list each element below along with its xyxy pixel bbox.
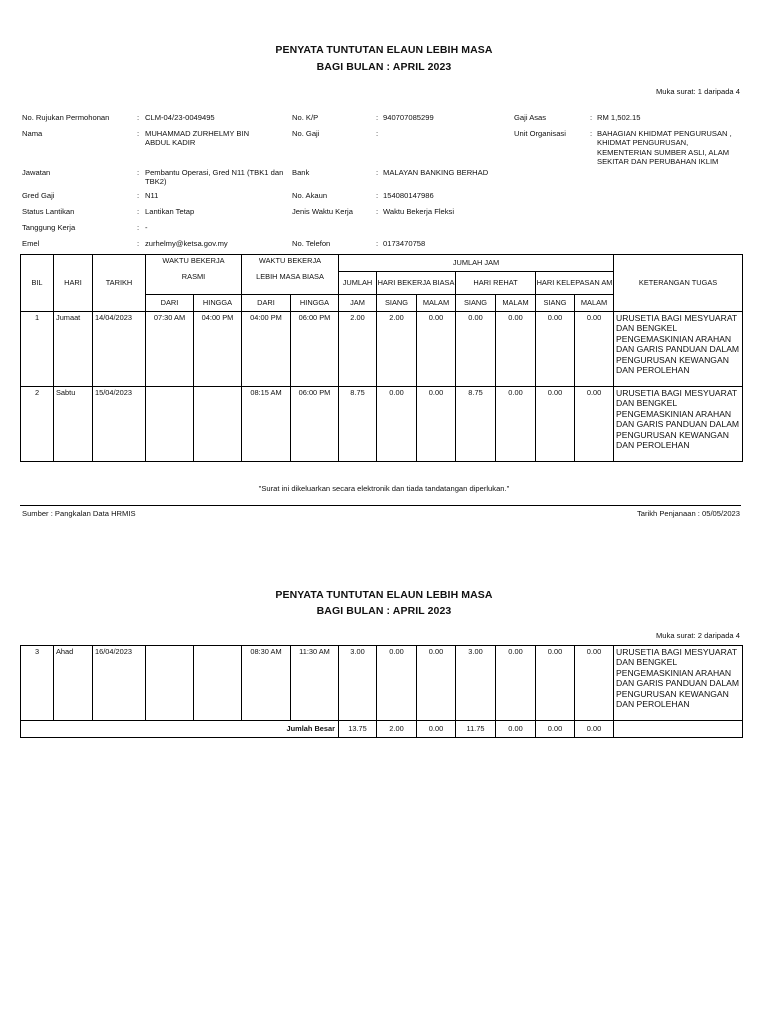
colon: : bbox=[376, 168, 379, 177]
unit-value: BAHAGIAN KHIDMAT PENGURUSAN , KHIDMAT PENGURUSAN, KEMENTERIAN SUMBER ASLI, ALAM SEKITAR DAN PERUBAHAN IKLIM bbox=[597, 129, 732, 167]
kp-label: No. K/P bbox=[292, 113, 319, 122]
colon: : bbox=[376, 239, 379, 248]
cell-hr-siang: 3.00 bbox=[456, 646, 496, 721]
claims-table bbox=[20, 254, 743, 462]
colon: : bbox=[137, 113, 140, 122]
jawatan-value: Pembantu Operasi, Gred N11 (TBK1 dan TBK2) bbox=[145, 168, 284, 187]
telefon-label: No. Telefon bbox=[292, 239, 331, 248]
header-waktu-lebih-line2: LEBIH MASA BIASA bbox=[256, 271, 324, 281]
header-hari-kelepasan: HARI KELEPASAN AM bbox=[536, 272, 614, 295]
cell-rasmi-dari: 07:30 AM bbox=[146, 312, 194, 387]
colon: : bbox=[376, 207, 379, 216]
bank-value: MALAYAN BANKING BERHAD bbox=[383, 168, 489, 177]
cell-bb-siang: 2.00 bbox=[377, 312, 417, 387]
cell-keterangan: URUSETIA BAGI MESYUARAT DAN BENGKEL PENGEMASKINIAN ARAHAN DAN GARIS PANDUAN DALAM PENGURUSAN KEWANGAN DAN PEROLEHAN bbox=[614, 387, 743, 462]
header-jumlah-jam: JUMLAH JAM bbox=[339, 255, 614, 272]
total-label: Jumlah Besar bbox=[21, 721, 339, 738]
cell-rasmi-hingga: 04:00 PM bbox=[194, 312, 242, 387]
cell-hr-malam: 0.00 bbox=[496, 312, 536, 387]
header-malam: MALAM bbox=[496, 295, 536, 312]
header-keterangan: KETERANGAN TUGAS bbox=[614, 255, 743, 312]
colon: : bbox=[376, 113, 379, 122]
cell-bil: 3 bbox=[21, 646, 54, 721]
cell-rasmi-hingga bbox=[194, 646, 242, 721]
header-waktu-rasmi-line1: WAKTU BEKERJA bbox=[162, 256, 225, 265]
total-keterangan bbox=[614, 721, 743, 738]
telefon-value: 0173470758 bbox=[383, 239, 426, 248]
gred-value: N11 bbox=[145, 191, 159, 200]
cell-bb-malam: 0.00 bbox=[417, 646, 456, 721]
total-hk-malam: 0.00 bbox=[575, 721, 614, 738]
cell-hk-siang: 0.00 bbox=[536, 312, 575, 387]
colon: : bbox=[376, 191, 379, 200]
colon: : bbox=[137, 191, 140, 200]
bank-label: Bank bbox=[292, 168, 310, 177]
header-waktu-lebih bbox=[242, 255, 339, 295]
total-hr-malam: 0.00 bbox=[496, 721, 536, 738]
cell-bb-siang: 0.00 bbox=[377, 646, 417, 721]
cell-hk-siang: 0.00 bbox=[536, 646, 575, 721]
header-siang: SIANG bbox=[456, 295, 496, 312]
cell-lebih-hingga: 06:00 PM bbox=[291, 312, 339, 387]
header-waktu-lebih-line1: WAKTU BEKERJA bbox=[258, 256, 322, 265]
page-title: PENYATA TUNTUTAN ELAUN LEBIH MASA bbox=[275, 44, 493, 56]
gred-label: Gred Gaji bbox=[22, 191, 55, 200]
cell-bil: 1 bbox=[21, 312, 54, 387]
cell-jumlah: 8.75 bbox=[339, 387, 377, 462]
cell-tarikh: 14/04/2023 bbox=[93, 312, 146, 387]
jenis-value: Waktu Bekerja Fleksi bbox=[383, 207, 455, 216]
cell-lebih-hingga: 06:00 PM bbox=[291, 387, 339, 462]
page-subtitle: BAGI BULAN : APRIL 2023 bbox=[316, 61, 452, 73]
total-hk-siang: 0.00 bbox=[536, 721, 575, 738]
total-bb-siang: 2.00 bbox=[377, 721, 417, 738]
cell-hr-siang: 8.75 bbox=[456, 387, 496, 462]
colon: : bbox=[376, 129, 379, 138]
cell-jumlah: 3.00 bbox=[339, 646, 377, 721]
page-number: Muka surat: 1 daripada 4 bbox=[655, 87, 740, 96]
header-jam: JAM bbox=[339, 295, 377, 312]
cell-hari: Ahad bbox=[54, 646, 93, 721]
total-jumlah: 13.75 bbox=[339, 721, 377, 738]
nama-label: Nama bbox=[22, 129, 43, 138]
nama-value: MUHAMMAD ZURHELMY BIN ABDUL KADIR bbox=[145, 129, 250, 148]
cell-hari: Sabtu bbox=[54, 387, 93, 462]
header-malam: MALAM bbox=[575, 295, 614, 312]
cell-hk-malam: 0.00 bbox=[575, 646, 614, 721]
page-title: PENYATA TUNTUTAN ELAUN LEBIH MASA bbox=[275, 589, 493, 601]
total-row bbox=[21, 721, 743, 738]
footer-tarikh: Tarikh Penjanaan : 05/05/2023 bbox=[636, 509, 740, 518]
cell-hk-siang: 0.00 bbox=[536, 387, 575, 462]
status-label: Status Lantikan bbox=[22, 207, 75, 216]
cell-lebih-hingga: 11:30 AM bbox=[291, 646, 339, 721]
cell-hr-malam: 0.00 bbox=[496, 387, 536, 462]
table-row bbox=[21, 387, 743, 462]
cell-rasmi-dari bbox=[146, 646, 194, 721]
colon: : bbox=[137, 223, 140, 232]
cell-bb-siang: 0.00 bbox=[377, 387, 417, 462]
gaji-asas-label: Gaji Asas bbox=[514, 113, 547, 122]
akaun-value: 154080147986 bbox=[383, 191, 434, 200]
cell-lebih-dari: 08:15 AM bbox=[242, 387, 291, 462]
status-value: Lantikan Tetap bbox=[145, 207, 195, 216]
tanggung-label: Tanggung Kerja bbox=[22, 223, 76, 232]
cell-bb-malam: 0.00 bbox=[417, 312, 456, 387]
cell-hr-siang: 0.00 bbox=[456, 312, 496, 387]
header-waktu-rasmi bbox=[146, 255, 242, 295]
jenis-label: Jenis Waktu Kerja bbox=[292, 207, 353, 216]
header-malam: MALAM bbox=[417, 295, 456, 312]
colon: : bbox=[137, 239, 140, 248]
cell-tarikh: 15/04/2023 bbox=[93, 387, 146, 462]
colon: : bbox=[590, 129, 593, 138]
gaji-asas-value: RM 1,502.15 bbox=[597, 113, 641, 122]
claims-table-continued bbox=[20, 645, 743, 738]
cell-bil: 2 bbox=[21, 387, 54, 462]
table-row bbox=[21, 312, 743, 387]
cell-tarikh: 16/04/2023 bbox=[93, 646, 146, 721]
tanggung-value: - bbox=[145, 223, 148, 232]
cell-bb-malam: 0.00 bbox=[417, 387, 456, 462]
no-rujukan-label: No. Rujukan Permohonan bbox=[22, 113, 110, 122]
header-bil: BIL bbox=[21, 255, 54, 312]
cell-hk-malam: 0.00 bbox=[575, 312, 614, 387]
table-row bbox=[21, 646, 743, 721]
header-hari-rehat: HARI REHAT bbox=[456, 272, 536, 295]
header-hingga: HINGGA bbox=[194, 295, 242, 312]
total-hr-siang: 11.75 bbox=[456, 721, 496, 738]
footer-divider bbox=[20, 505, 741, 506]
total-bb-malam: 0.00 bbox=[417, 721, 456, 738]
cell-lebih-dari: 08:30 AM bbox=[242, 646, 291, 721]
cell-hk-malam: 0.00 bbox=[575, 387, 614, 462]
emel-label: Emel bbox=[22, 239, 40, 248]
emel-value: zurhelmy@ketsa.gov.my bbox=[145, 239, 228, 248]
cell-hari: Jumaat bbox=[54, 312, 93, 387]
header-dari: DARI bbox=[242, 295, 291, 312]
gaji-no-label: No. Gaji bbox=[292, 129, 320, 138]
colon: : bbox=[137, 168, 140, 177]
colon: : bbox=[590, 113, 593, 122]
colon: : bbox=[137, 129, 140, 138]
footer-sumber: Sumber : Pangkalan Data HRMIS bbox=[22, 509, 136, 518]
cell-jumlah: 2.00 bbox=[339, 312, 377, 387]
kp-value: 940707085299 bbox=[383, 113, 434, 122]
page-number: Muka surat: 2 daripada 4 bbox=[655, 631, 740, 640]
no-rujukan-value: CLM-04/23-0049495 bbox=[145, 113, 215, 122]
akaun-label: No. Akaun bbox=[292, 191, 328, 200]
cell-lebih-dari: 04:00 PM bbox=[242, 312, 291, 387]
cell-keterangan: URUSETIA BAGI MESYUARAT DAN BENGKEL PENGEMASKINIAN ARAHAN DAN GARIS PANDUAN DALAM PENGURUSAN KEWANGAN DAN PEROLEHAN bbox=[614, 646, 743, 721]
electronic-note: "Surat ini dikeluarkan secara elektronik dan tiada tandatangan diperlukan." bbox=[258, 484, 510, 493]
unit-label: Unit Organisasi bbox=[514, 129, 566, 138]
cell-rasmi-hingga bbox=[194, 387, 242, 462]
header-siang: SIANG bbox=[536, 295, 575, 312]
header-hingga: HINGGA bbox=[291, 295, 339, 312]
cell-keterangan: URUSETIA BAGI MESYUARAT DAN BENGKEL PENGEMASKINIAN ARAHAN DAN GARIS PANDUAN DALAM PENGURUSAN KEWANGAN DAN PEROLEHAN bbox=[614, 312, 743, 387]
header-waktu-rasmi-line2: RASMI bbox=[181, 271, 206, 281]
cell-rasmi-dari bbox=[146, 387, 194, 462]
header-tarikh: TARIKH bbox=[93, 255, 146, 312]
header-siang: SIANG bbox=[377, 295, 417, 312]
jawatan-label: Jawatan bbox=[22, 168, 51, 177]
cell-hr-malam: 0.00 bbox=[496, 646, 536, 721]
colon: : bbox=[137, 207, 140, 216]
page-subtitle: BAGI BULAN : APRIL 2023 bbox=[316, 605, 452, 617]
header-hari-bekerja: HARI BEKERJA BIASA bbox=[377, 272, 456, 295]
header-hari: HARI bbox=[54, 255, 93, 312]
header-dari: DARI bbox=[146, 295, 194, 312]
header-jumlah: JUMLAH bbox=[339, 272, 377, 295]
